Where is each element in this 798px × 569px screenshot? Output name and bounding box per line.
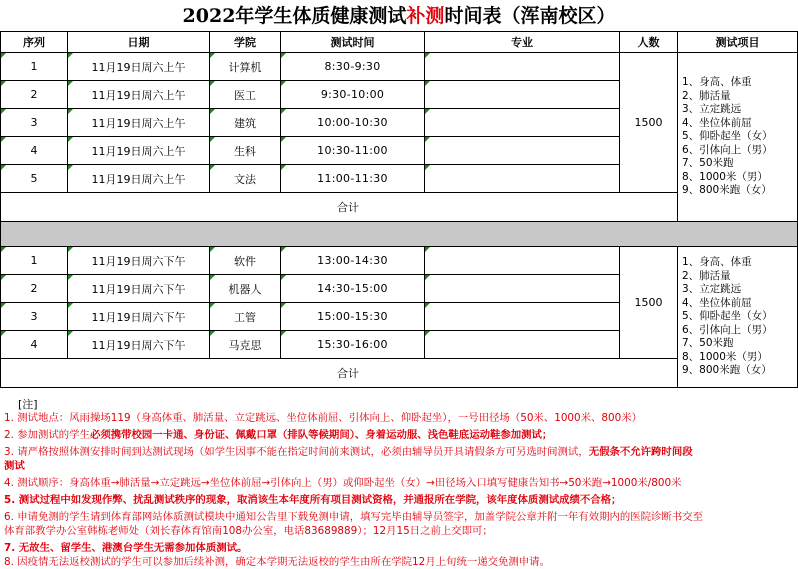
test-item: 1、身高、体重 xyxy=(682,256,752,269)
cell-seq: 4 xyxy=(1,137,68,165)
header-time: 测试时间 xyxy=(281,32,425,53)
header-date: 日期 xyxy=(68,32,210,53)
cell-seq: 2 xyxy=(1,81,68,109)
note-2 xyxy=(4,428,552,442)
test-item: 3、立定跳远 xyxy=(682,283,742,296)
cell-major xyxy=(425,331,620,359)
cell-seq: 2 xyxy=(1,275,68,303)
cell-count-morning: 1500 xyxy=(620,53,678,193)
total-label: 合计 xyxy=(1,193,678,222)
cell-time: 13:00-14:30 xyxy=(281,247,425,275)
note-3-cont xyxy=(4,459,25,473)
table-row xyxy=(1,247,798,275)
cell-date: 11月19日周六上午 xyxy=(68,81,210,109)
cell-seq: 1 xyxy=(1,53,68,81)
cell-college: 计算机 xyxy=(210,53,281,81)
test-item: 5、仰卧起坐（女） xyxy=(682,310,773,323)
cell-time: 8:30-9:30 xyxy=(281,53,425,81)
test-item: 1、身高、体重 xyxy=(682,76,752,89)
total-label: 合计 xyxy=(1,359,678,388)
cell-college: 工管 xyxy=(210,303,281,331)
cell-seq: 3 xyxy=(1,109,68,137)
header-items: 测试项目 xyxy=(678,32,798,53)
cell-time: 11:00-11:30 xyxy=(281,165,425,193)
test-item: 3、立定跳远 xyxy=(682,103,742,116)
test-item: 4、坐位体前屈 xyxy=(682,116,752,129)
cell-time: 10:00-10:30 xyxy=(281,109,425,137)
note-3-emphasis-cont: 测试 xyxy=(4,460,25,472)
header-seq: 序列 xyxy=(1,32,68,53)
note-3 xyxy=(4,445,693,459)
page-title xyxy=(0,0,798,32)
cell-time: 10:30-11:00 xyxy=(281,137,425,165)
test-item: 9、800米跑（女） xyxy=(682,364,772,377)
cell-major xyxy=(425,81,620,109)
cell-seq: 1 xyxy=(1,247,68,275)
title-part1: 2022年学生体质健康测试 xyxy=(182,5,407,27)
note-1: 1. 测试地点：风雨操场119（身高体重、肺活量、立定跳远、坐位体前屈、引体向上、仰卧起坐），一号田径场（50米、1000米、800米） xyxy=(4,412,643,424)
test-item: 7、50米跑 xyxy=(682,337,734,350)
cell-seq: 5 xyxy=(1,165,68,193)
note-7: 7. 无故生、留学生、港澳台学生无需参加体质测试。 xyxy=(4,542,248,554)
cell-time: 14:30-15:00 xyxy=(281,275,425,303)
cell-date: 11月19日周六下午 xyxy=(68,275,210,303)
test-item: 8、1000米（男） xyxy=(682,350,768,363)
test-item: 4、坐位体前屈 xyxy=(682,296,752,309)
note-3-emphasis: 无假条不允许跨时间段 xyxy=(588,446,693,458)
test-item: 5、仰卧起坐（女） xyxy=(682,130,773,143)
cell-time: 9:30-10:00 xyxy=(281,81,425,109)
note-8: 8. 因疫情无法返校测试的学生可以参加后续补测，确定本学期无法返校的学生由所在学院12月上旬统一递交免测申请。 xyxy=(4,556,550,568)
note-6: 6. 申请免测的学生请到体育部网站体质测试模块中通知公告里下载免测申请，填写完毕由辅导员签字，加盖学院公章并附一年有效期内的医院诊断书交至 xyxy=(4,511,703,523)
note-3-text: 3. 请严格按照体测安排时间到达测试现场（如学生因事不能在指定时间前来测试，必须由辅导员开具请假条方可另选时间测试， xyxy=(4,446,589,458)
test-item: 9、800米跑（女） xyxy=(682,184,772,197)
test-item: 6、引体向上（男） xyxy=(682,143,773,156)
cell-major xyxy=(425,109,620,137)
note-4: 4. 测试顺序：身高体重→肺活量→立定跳远→坐位体前屈→引体向上（男）或仰卧起坐（女）→田径场入口填写健康告知书→50米跑→1000米/800米 xyxy=(4,477,682,489)
cell-count-afternoon: 1500 xyxy=(620,247,678,359)
header-count: 人数 xyxy=(620,32,678,53)
cell-college: 软件 xyxy=(210,247,281,275)
note-6-cont: 体育部教学办公室韩栋老师处（刘长春体育馆南108办公室，电话83689889）；12月15日之前上交即可； xyxy=(4,525,493,537)
cell-date: 11月19日周六下午 xyxy=(68,247,210,275)
cell-seq: 4 xyxy=(1,331,68,359)
header-major: 专业 xyxy=(425,32,620,53)
cell-college: 马克思 xyxy=(210,331,281,359)
cell-date: 11月19日周六上午 xyxy=(68,165,210,193)
test-item: 6、引体向上（男） xyxy=(682,323,773,336)
cell-time: 15:30-16:00 xyxy=(281,331,425,359)
header-row xyxy=(1,32,798,53)
cell-date: 11月19日周六上午 xyxy=(68,109,210,137)
cell-date: 11月19日周六下午 xyxy=(68,303,210,331)
note-5: 5. 测试过程中如发现作弊、扰乱测试秩序的现象，取消该生本年度所有项目测试资格，并通报所在学院，该年度体质测试成绩不合格； xyxy=(4,494,622,506)
notes-label: [注] xyxy=(18,398,38,411)
cell-college: 建筑 xyxy=(210,109,281,137)
cell-time: 15:00-15:30 xyxy=(281,303,425,331)
title-highlight: 补测 xyxy=(406,5,445,27)
cell-college: 文法 xyxy=(210,165,281,193)
header-college: 学院 xyxy=(210,32,281,53)
cell-date: 11月19日周六下午 xyxy=(68,331,210,359)
cell-date: 11月19日周六上午 xyxy=(68,137,210,165)
table-row xyxy=(1,53,798,81)
cell-college: 医工 xyxy=(210,81,281,109)
schedule-table xyxy=(0,31,798,388)
title-part2: 时间表（浑南校区） xyxy=(444,5,616,27)
test-items-afternoon xyxy=(678,247,798,388)
test-item: 8、1000米（男） xyxy=(682,170,768,183)
test-item: 7、50米跑 xyxy=(682,157,734,170)
divider-bar xyxy=(1,222,798,247)
cell-major xyxy=(425,53,620,81)
cell-college: 生科 xyxy=(210,137,281,165)
cell-major xyxy=(425,165,620,193)
note-2-text: 2. 参加测试的学生 xyxy=(4,429,90,441)
test-item: 2、肺活量 xyxy=(682,269,731,282)
cell-date: 11月19日周六上午 xyxy=(68,53,210,81)
test-item: 2、肺活量 xyxy=(682,89,731,102)
cell-college: 机器人 xyxy=(210,275,281,303)
cell-seq: 3 xyxy=(1,303,68,331)
cell-major xyxy=(425,137,620,165)
cell-major xyxy=(425,303,620,331)
cell-major xyxy=(425,247,620,275)
test-items-morning xyxy=(678,53,798,222)
cell-major xyxy=(425,275,620,303)
note-2-emphasis: 必须携带校园一卡通、身份证、佩戴口罩（排队等候期间）、身着运动服、浅色鞋底运动鞋参加测试； xyxy=(89,429,553,441)
section-divider xyxy=(1,222,798,247)
